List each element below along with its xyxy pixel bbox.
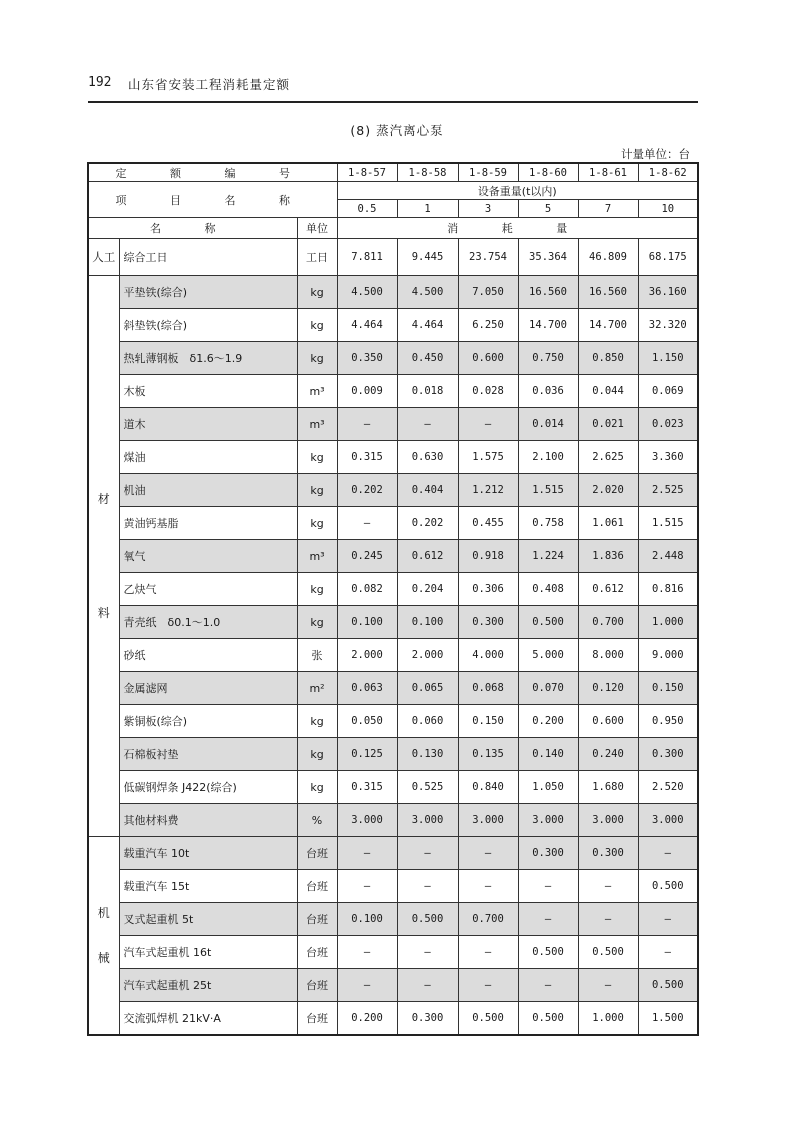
- item-unit: kg: [297, 507, 337, 540]
- consumption-value: 4.464: [337, 309, 397, 342]
- consumption-value: 2.000: [337, 639, 397, 672]
- consumption-value: 2.000: [397, 639, 458, 672]
- consumption-value: 0.500: [518, 936, 578, 969]
- consumption-value: 3.000: [397, 804, 458, 837]
- consumption-value: 6.250: [458, 309, 518, 342]
- consumption-value: 4.464: [397, 309, 458, 342]
- consumption-value: 0.525: [397, 771, 458, 804]
- consumption-value: 3.360: [638, 441, 698, 474]
- table-row: [88, 309, 698, 342]
- consumption-value: —: [458, 969, 518, 1002]
- category-char: 材: [97, 491, 110, 506]
- category-char: 料: [97, 606, 110, 620]
- consumption-value: 2.448: [638, 540, 698, 573]
- consumption-value: 0.300: [458, 606, 518, 639]
- consumption-value: 0.700: [578, 606, 638, 639]
- consumption-value: 0.100: [337, 903, 397, 936]
- table-row: [88, 276, 698, 309]
- consumption-value: 0.009: [337, 375, 397, 408]
- consumption-value: 0.014: [518, 408, 578, 441]
- consumption-value: 0.306: [458, 573, 518, 606]
- item-name: 低碳钢焊条 J422(综合): [119, 771, 297, 804]
- consumption-value: —: [397, 837, 458, 870]
- consumption-value: 0.044: [578, 375, 638, 408]
- consumption-value: —: [337, 969, 397, 1002]
- consumption-value: 0.612: [397, 540, 458, 573]
- weight-value: 7: [578, 200, 638, 218]
- consumption-value: 0.125: [337, 738, 397, 771]
- consumption-value: —: [518, 870, 578, 903]
- consumption-value: 1.575: [458, 441, 518, 474]
- item-unit: kg: [297, 309, 337, 342]
- table-row: [88, 540, 698, 573]
- consumption-value: 3.000: [518, 804, 578, 837]
- item-name: 氧气: [119, 540, 297, 573]
- consumption-value: —: [578, 870, 638, 903]
- consumption-value: 0.315: [337, 771, 397, 804]
- quota-code: 1-8-60: [518, 163, 578, 182]
- consumption-value: 0.500: [518, 1002, 578, 1036]
- item-name: 叉式起重机 5t: [119, 903, 297, 936]
- consumption-value: 0.150: [638, 672, 698, 705]
- item-name: 金属滤网: [119, 672, 297, 705]
- table-row: [88, 738, 698, 771]
- item-name: 石棉板衬垫: [119, 738, 297, 771]
- consumption-value: —: [638, 837, 698, 870]
- item-name: 综合工日: [119, 239, 297, 276]
- consumption-value: 0.150: [458, 705, 518, 738]
- consumption-value: 8.000: [578, 639, 638, 672]
- consumption-value: 0.918: [458, 540, 518, 573]
- consumption-value: 16.560: [518, 276, 578, 309]
- consumption-value: 0.455: [458, 507, 518, 540]
- item-unit: 台班: [297, 936, 337, 969]
- weight-label: 设备重量(t以内): [337, 182, 698, 200]
- item-unit: kg: [297, 573, 337, 606]
- consumption-value: 0.100: [397, 606, 458, 639]
- consumption-value: 0.200: [337, 1002, 397, 1036]
- table-row: [88, 771, 698, 804]
- book-title: 山东省安装工程消耗量定额: [128, 77, 291, 92]
- item-unit: 台班: [297, 969, 337, 1002]
- consumption-value: 14.700: [518, 309, 578, 342]
- consumption-table: [87, 162, 699, 1036]
- unit-note: 计量单位：台: [621, 147, 690, 161]
- consumption-value: 1.224: [518, 540, 578, 573]
- consumption-value: 0.404: [397, 474, 458, 507]
- consumption-value: 5.000: [518, 639, 578, 672]
- consumption-value: 0.135: [458, 738, 518, 771]
- consumption-value: 36.160: [638, 276, 698, 309]
- item-unit: kg: [297, 705, 337, 738]
- consumption-value: —: [337, 408, 397, 441]
- consumption-value: —: [638, 903, 698, 936]
- consumption-value: 0.070: [518, 672, 578, 705]
- item-unit: 台班: [297, 903, 337, 936]
- consumption-value: 0.600: [458, 342, 518, 375]
- consumption-value: 32.320: [638, 309, 698, 342]
- consumption-value: 0.245: [337, 540, 397, 573]
- table-row: [88, 804, 698, 837]
- consumption-value: 0.200: [518, 705, 578, 738]
- consumption-value: 0.068: [458, 672, 518, 705]
- consumption-value: 0.050: [337, 705, 397, 738]
- consumption-value: 0.018: [397, 375, 458, 408]
- weight-value: 10: [638, 200, 698, 218]
- quota-code: 1-8-61: [578, 163, 638, 182]
- header-rule: [88, 101, 698, 103]
- consumption-value: 0.130: [397, 738, 458, 771]
- page-number: 192: [88, 75, 112, 90]
- consumption-value: 0.300: [638, 738, 698, 771]
- table-row: [88, 870, 698, 903]
- consumption-value: 7.050: [458, 276, 518, 309]
- consumption-value: 0.630: [397, 441, 458, 474]
- consumption-value: 0.036: [518, 375, 578, 408]
- consumption-value: 0.350: [337, 342, 397, 375]
- table-row: [88, 969, 698, 1002]
- consumption-value: 0.202: [337, 474, 397, 507]
- consumption-value: 46.809: [578, 239, 638, 276]
- consumption-value: 0.840: [458, 771, 518, 804]
- item-unit: 台班: [297, 837, 337, 870]
- consumption-value: —: [578, 969, 638, 1002]
- consumption-value: 0.063: [337, 672, 397, 705]
- labor-category: 人工: [88, 239, 119, 276]
- item-name: 机油: [119, 474, 297, 507]
- consumption-value: 4.000: [458, 639, 518, 672]
- consumption-value: 14.700: [578, 309, 638, 342]
- item-name-label: 项 目 名 称: [88, 182, 337, 218]
- consumption-value: 0.069: [638, 375, 698, 408]
- section-title: (8) 蒸汽离心泵: [350, 123, 444, 138]
- consumption-value: 0.816: [638, 573, 698, 606]
- consumption-value: —: [397, 408, 458, 441]
- consumption-value: 1.515: [518, 474, 578, 507]
- weight-value: 1: [397, 200, 458, 218]
- consumption-value: 0.300: [518, 837, 578, 870]
- item-name: 汽车式起重机 25t: [119, 969, 297, 1002]
- table-row: [88, 837, 698, 870]
- consumption-value: 23.754: [458, 239, 518, 276]
- item-unit: kg: [297, 606, 337, 639]
- table-row: [88, 342, 698, 375]
- item-unit: 张: [297, 639, 337, 672]
- table-row: [88, 705, 698, 738]
- consumption-value: 4.500: [397, 276, 458, 309]
- consumption-value: 0.060: [397, 705, 458, 738]
- consumption-value: 2.520: [638, 771, 698, 804]
- consumption-value: 0.758: [518, 507, 578, 540]
- consumption-value: 0.140: [518, 738, 578, 771]
- quota-code: 1-8-62: [638, 163, 698, 182]
- consumption-value: 7.811: [337, 239, 397, 276]
- item-name: 煤油: [119, 441, 297, 474]
- item-name: 紫铜板(综合): [119, 705, 297, 738]
- item-unit: 台班: [297, 1002, 337, 1036]
- consumption-value: 1.050: [518, 771, 578, 804]
- consumption-value: 0.028: [458, 375, 518, 408]
- consumption-value: —: [578, 903, 638, 936]
- consumption-value: 0.750: [518, 342, 578, 375]
- consumption-value: 2.100: [518, 441, 578, 474]
- unit-column-label: 单位: [297, 218, 337, 239]
- table-row: [88, 573, 698, 606]
- table-row: [88, 239, 698, 276]
- consumption-value: 9.000: [638, 639, 698, 672]
- consumption-value: 0.450: [397, 342, 458, 375]
- consumption-value: 1.212: [458, 474, 518, 507]
- item-name: 青壳纸 δ0.1～1.0: [119, 606, 297, 639]
- consumption-value: 2.020: [578, 474, 638, 507]
- consumption-value: 0.021: [578, 408, 638, 441]
- materials-category: [88, 276, 119, 837]
- consumption-value: 0.315: [337, 441, 397, 474]
- item-name: 汽车式起重机 16t: [119, 936, 297, 969]
- consumption-value: 0.240: [578, 738, 638, 771]
- weight-value: 5: [518, 200, 578, 218]
- quota-code: 1-8-58: [397, 163, 458, 182]
- consumption-value: 0.065: [397, 672, 458, 705]
- table-row: [88, 936, 698, 969]
- item-unit: kg: [297, 342, 337, 375]
- consumption-value: 1.000: [578, 1002, 638, 1036]
- consumption-value: 3.000: [638, 804, 698, 837]
- consumption-value: 1.680: [578, 771, 638, 804]
- consumption-value: 0.612: [578, 573, 638, 606]
- item-name: 道木: [119, 408, 297, 441]
- consumption-value: 3.000: [578, 804, 638, 837]
- item-name: 其他材料费: [119, 804, 297, 837]
- consumption-value: —: [458, 870, 518, 903]
- table-row: [88, 606, 698, 639]
- page-header: [88, 75, 698, 101]
- item-unit: m²: [297, 672, 337, 705]
- category-char: 机: [97, 906, 110, 921]
- item-unit: m³: [297, 540, 337, 573]
- consumption-value: 0.600: [578, 705, 638, 738]
- item-unit: kg: [297, 474, 337, 507]
- name-column-label: 名 称: [88, 218, 297, 239]
- consumption-value: —: [337, 870, 397, 903]
- table-row: [88, 474, 698, 507]
- consumption-value: 68.175: [638, 239, 698, 276]
- consumption-value: 1.150: [638, 342, 698, 375]
- consumption-value: 0.500: [638, 870, 698, 903]
- consumption-value: 1.061: [578, 507, 638, 540]
- consumption-value: 2.625: [578, 441, 638, 474]
- item-unit: m³: [297, 375, 337, 408]
- item-unit: %: [297, 804, 337, 837]
- table-row: [88, 639, 698, 672]
- weight-value: 3: [458, 200, 518, 218]
- consumption-value: —: [397, 936, 458, 969]
- consumption-value: —: [458, 837, 518, 870]
- item-name: 乙炔气: [119, 573, 297, 606]
- consumption-value: —: [397, 969, 458, 1002]
- consumption-value: 3.000: [458, 804, 518, 837]
- quota-code: 1-8-59: [458, 163, 518, 182]
- quota-code: 1-8-57: [337, 163, 397, 182]
- consumption-value: —: [397, 870, 458, 903]
- weight-value: 0.5: [337, 200, 397, 218]
- item-unit: 工日: [297, 239, 337, 276]
- consumption-value: 1.000: [638, 606, 698, 639]
- item-name: 交流弧焊机 21kV·A: [119, 1002, 297, 1036]
- consumption-value: —: [518, 903, 578, 936]
- quota-code-label: 定 额 编 号: [88, 163, 337, 182]
- table-row: [88, 441, 698, 474]
- consumption-value: 0.100: [337, 606, 397, 639]
- table-row: [88, 408, 698, 441]
- consumption-value: 0.300: [397, 1002, 458, 1036]
- item-unit: 台班: [297, 870, 337, 903]
- table-row: [88, 375, 698, 408]
- table-row: [88, 903, 698, 936]
- consumption-value: 16.560: [578, 276, 638, 309]
- item-unit: kg: [297, 771, 337, 804]
- consumption-value: 0.500: [458, 1002, 518, 1036]
- consumption-value: 0.408: [518, 573, 578, 606]
- consumption-value: 2.525: [638, 474, 698, 507]
- consumption-value: 0.950: [638, 705, 698, 738]
- consumption-value: 9.445: [397, 239, 458, 276]
- consumption-value: 0.500: [578, 936, 638, 969]
- consumption-value: 35.364: [518, 239, 578, 276]
- consumption-value: —: [337, 507, 397, 540]
- item-unit: kg: [297, 276, 337, 309]
- consumption-value: —: [337, 837, 397, 870]
- category-char: 械: [97, 950, 110, 965]
- consumption-value: —: [337, 936, 397, 969]
- consumption-label: 消 耗 量: [337, 218, 698, 239]
- item-unit: kg: [297, 738, 337, 771]
- item-unit: kg: [297, 441, 337, 474]
- consumption-value: 0.202: [397, 507, 458, 540]
- machinery-category: [88, 837, 119, 1036]
- table-row: [88, 1002, 698, 1036]
- consumption-value: 1.836: [578, 540, 638, 573]
- consumption-value: 3.000: [337, 804, 397, 837]
- consumption-value: 0.023: [638, 408, 698, 441]
- item-name: 木板: [119, 375, 297, 408]
- consumption-value: 0.700: [458, 903, 518, 936]
- table-row: [88, 507, 698, 540]
- item-name: 载重汽车 10t: [119, 837, 297, 870]
- item-name: 热轧薄钢板 δ1.6～1.9: [119, 342, 297, 375]
- item-unit: m³: [297, 408, 337, 441]
- item-name: 平垫铁(综合): [119, 276, 297, 309]
- consumption-value: 1.500: [638, 1002, 698, 1036]
- table-row: [88, 672, 698, 705]
- item-name: 载重汽车 15t: [119, 870, 297, 903]
- consumption-value: 0.500: [638, 969, 698, 1002]
- consumption-value: —: [518, 969, 578, 1002]
- consumption-value: 1.515: [638, 507, 698, 540]
- item-name: 黄油钙基脂: [119, 507, 297, 540]
- consumption-value: 0.850: [578, 342, 638, 375]
- consumption-value: 0.300: [578, 837, 638, 870]
- consumption-value: —: [458, 936, 518, 969]
- consumption-value: —: [458, 408, 518, 441]
- consumption-value: 0.120: [578, 672, 638, 705]
- consumption-value: 0.082: [337, 573, 397, 606]
- consumption-value: 4.500: [337, 276, 397, 309]
- consumption-value: 0.500: [397, 903, 458, 936]
- item-name: 砂纸: [119, 639, 297, 672]
- consumption-value: 0.204: [397, 573, 458, 606]
- item-name: 斜垫铁(综合): [119, 309, 297, 342]
- consumption-value: —: [638, 936, 698, 969]
- consumption-value: 0.500: [518, 606, 578, 639]
